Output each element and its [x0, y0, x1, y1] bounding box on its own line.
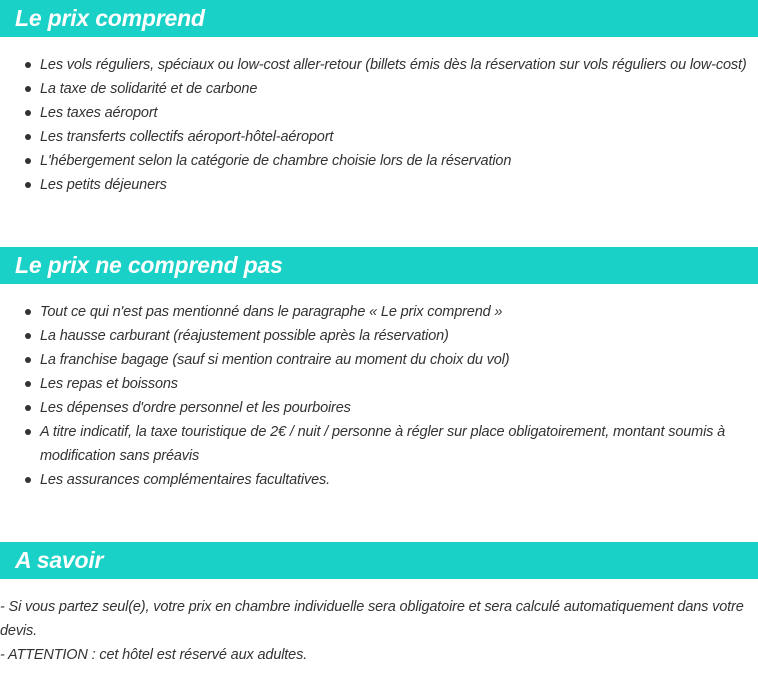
list-item: [0, 468, 758, 492]
list-item: [0, 173, 758, 197]
list-item: [0, 324, 758, 348]
list-item-text: Tout ce qui n'est pas mentionné dans le paragraphe « Le prix comprend »: [40, 304, 503, 320]
list-item-text: A titre indicatif, la taxe touristique de 2€ / nuit / personne à régler sur place obligatoirement, montant soumis à modification sans préavis: [40, 424, 726, 464]
section-header-included: [0, 0, 758, 37]
bullet-icon: [25, 110, 31, 116]
section-title-info: A savoir: [15, 547, 104, 573]
excluded-list: [0, 300, 758, 492]
bullet-icon: [25, 405, 31, 411]
bullet-icon: [25, 182, 31, 188]
bullet-icon: [25, 357, 31, 363]
list-item-text: Les taxes aéroport: [40, 105, 158, 121]
list-item: [0, 420, 758, 468]
list-item-text: Les assurances complémentaires facultatives.: [40, 472, 330, 488]
bullet-icon: [25, 333, 31, 339]
list-item-text: Les transferts collectifs aéroport-hôtel-aéroport: [40, 129, 334, 145]
bullet-icon: [25, 381, 31, 387]
section-title-excluded: Le prix ne comprend pas: [15, 252, 283, 278]
bullet-icon: [25, 62, 31, 68]
list-item-text: L'hébergement selon la catégorie de chambre choisie lors de la réservation: [40, 153, 512, 169]
list-item: [0, 77, 758, 101]
list-item-text: Les repas et boissons: [40, 376, 178, 392]
list-item: [0, 300, 758, 324]
bullet-icon: [25, 309, 31, 315]
bullet-icon: [25, 477, 31, 483]
list-item-text: Les vols réguliers, spéciaux ou low-cost aller-retour (billets émis dès la réservation sur vols réguliers ou low-cost): [40, 57, 747, 73]
bullet-icon: [25, 158, 31, 164]
bullet-icon: [25, 86, 31, 92]
list-item-text: La franchise bagage (sauf si mention contraire au moment du choix du vol): [40, 352, 510, 368]
list-item: [0, 372, 758, 396]
list-item-text: Les dépenses d'ordre personnel et les pourboires: [40, 400, 351, 416]
list-item-text: Les petits déjeuners: [40, 177, 167, 193]
list-item: [0, 149, 758, 173]
info-note-adults-only: - ATTENTION : cet hôtel est réservé aux adultes.: [0, 647, 308, 663]
list-item-text: La hausse carburant (réajustement possible après la réservation): [40, 328, 449, 344]
section-title-included: Le prix comprend: [15, 5, 205, 31]
info-note-single-traveler: - Si vous partez seul(e), votre prix en chambre individuelle sera obligatoire et sera calculé automatiquement dans votre devis.: [0, 599, 744, 639]
list-item: [0, 396, 758, 420]
list-item: [0, 53, 758, 77]
list-item: [0, 125, 758, 149]
bullet-icon: [25, 429, 31, 435]
list-item: [0, 348, 758, 372]
bullet-icon: [25, 134, 31, 140]
section-header-info: [0, 542, 758, 579]
included-list: [0, 53, 758, 197]
section-header-excluded: [0, 247, 758, 284]
list-item-text: La taxe de solidarité et de carbone: [40, 81, 258, 97]
list-item: [0, 101, 758, 125]
